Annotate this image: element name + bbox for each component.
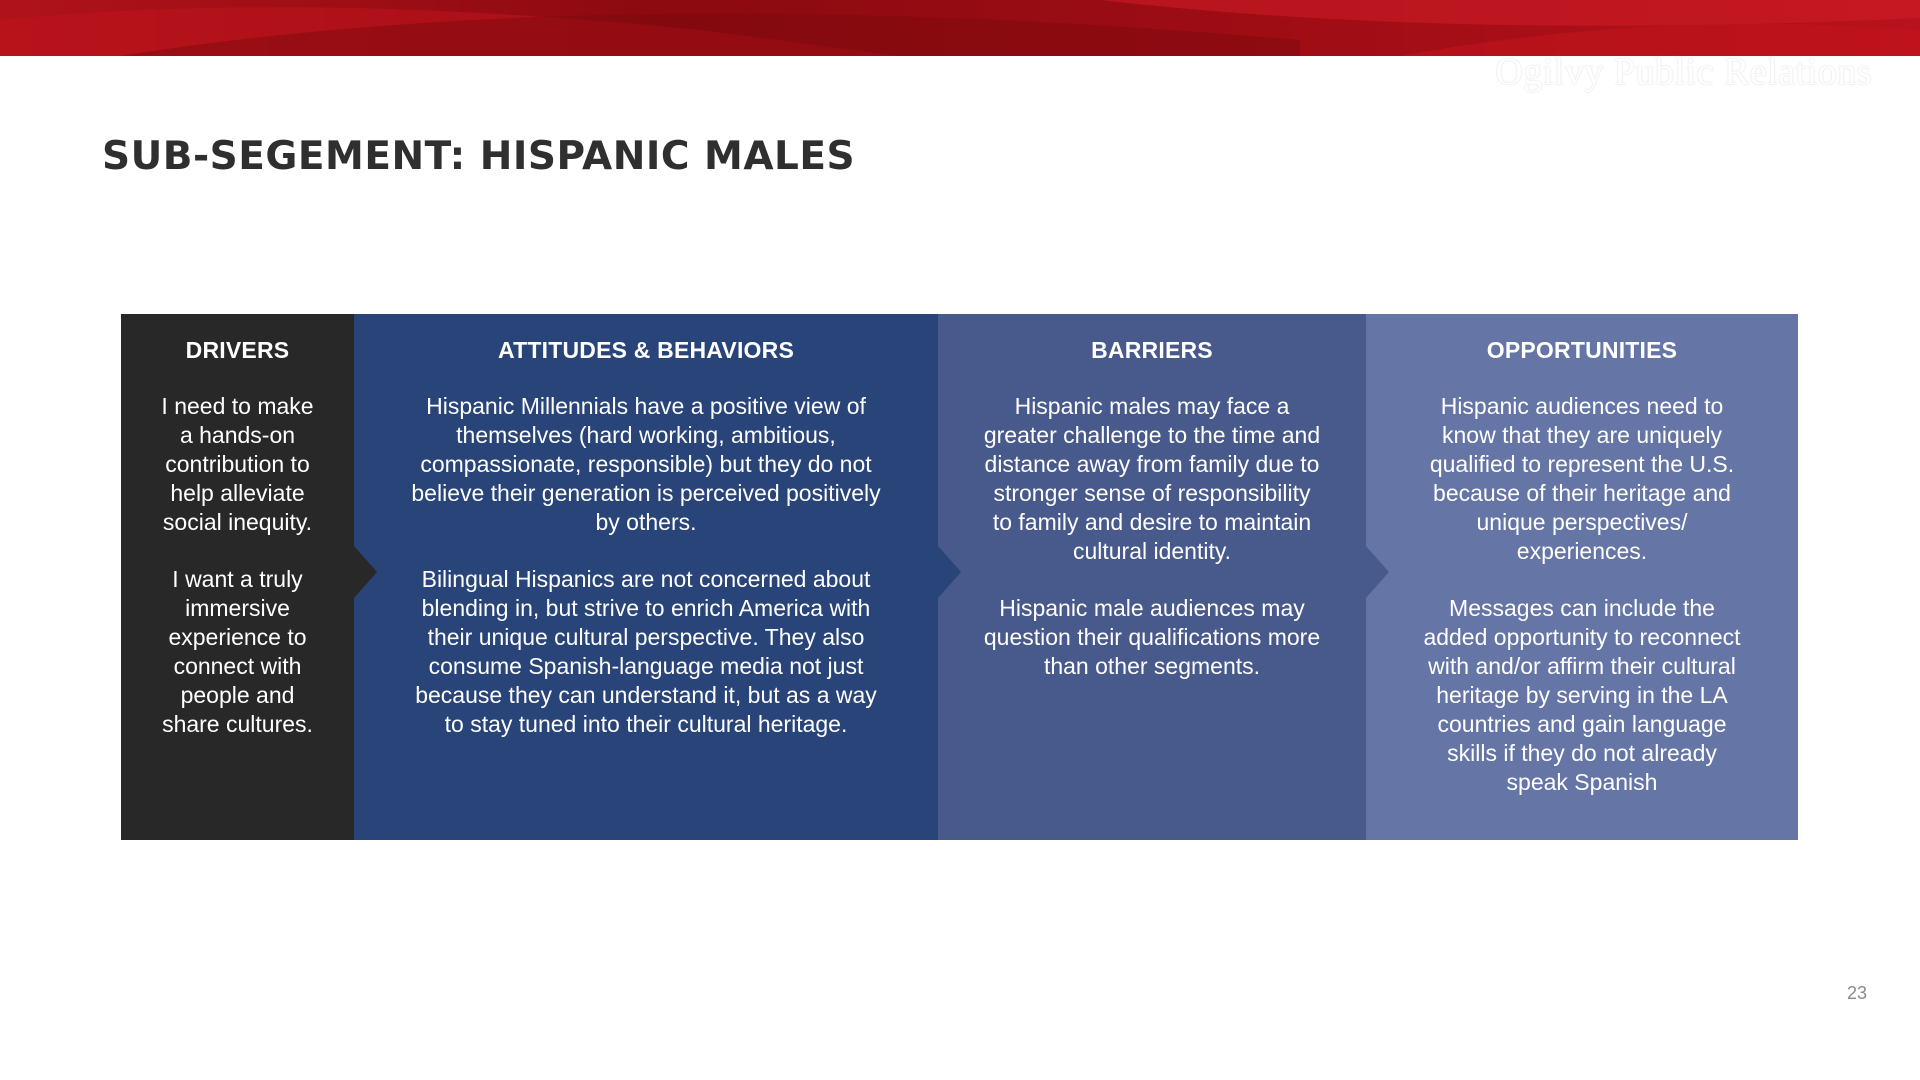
chevron-right-icon	[354, 546, 377, 598]
panel-barriers	[938, 314, 1366, 840]
chevron-right-icon	[938, 546, 961, 598]
barriers-paragraph-2: Hispanic male audiences may question their qualifications more than other segments.	[983, 595, 1321, 679]
panel-heading-barriers: BARRIERS	[1091, 337, 1213, 363]
opportunities-paragraph-1: Hispanic audiences need to know that they are uniquely qualified to represent the U.S. because of their heritage and unique perspectives/ experiences.	[1429, 393, 1735, 564]
page-number: 23	[1846, 983, 1867, 1003]
panel-opportunities	[1366, 314, 1798, 840]
panel-heading-attitudes-behaviors: ATTITUDES & BEHAVIORS	[498, 337, 794, 363]
panel-drivers	[121, 314, 354, 840]
banner-graphic	[0, 0, 1920, 56]
attitudes-paragraph-1: Hispanic Millennials have a positive view of themselves (hard working, ambitious, compassionate, responsible) but they do not believe their generation is perceived positively by others.	[411, 393, 881, 535]
segment-panels	[121, 314, 1798, 840]
panel-attitudes-behaviors	[354, 314, 938, 840]
chevron-right-icon	[1366, 546, 1389, 598]
attitudes-paragraph-2: Bilingual Hispanics are not concerned about blending in, but strive to enrich America with their unique cultural perspective. They also consume Spanish-language media not just because they can understand it, but as a way to stay tuned into their cultural heritage.	[415, 566, 877, 737]
panel-heading-drivers: DRIVERS	[185, 337, 290, 363]
drivers-paragraph-2: I want a truly immersive experience to connect with people and share cultures.	[162, 566, 313, 737]
top-banner	[0, 0, 1920, 56]
brand-logo: Ogilvy Public Relations	[1495, 51, 1872, 93]
opportunities-paragraph-2: Messages can include the added opportunity to reconnect with and/or affirm their cultural heritage by serving in the LA countries and gain language skills if they do not already speak Spanish	[1423, 595, 1741, 795]
drivers-paragraph-1: I need to make a hands-on contribution to help alleviate social inequity.	[161, 393, 314, 535]
panel-heading-opportunities: OPPORTUNITIES	[1486, 337, 1678, 363]
page-title: SUB-SEGEMENT: HISPANIC MALES	[102, 134, 856, 179]
barriers-paragraph-1: Hispanic males may face a greater challenge to the time and distance away from family due to stronger sense of responsibility to family and desire to maintain cultural identity.	[983, 393, 1321, 564]
